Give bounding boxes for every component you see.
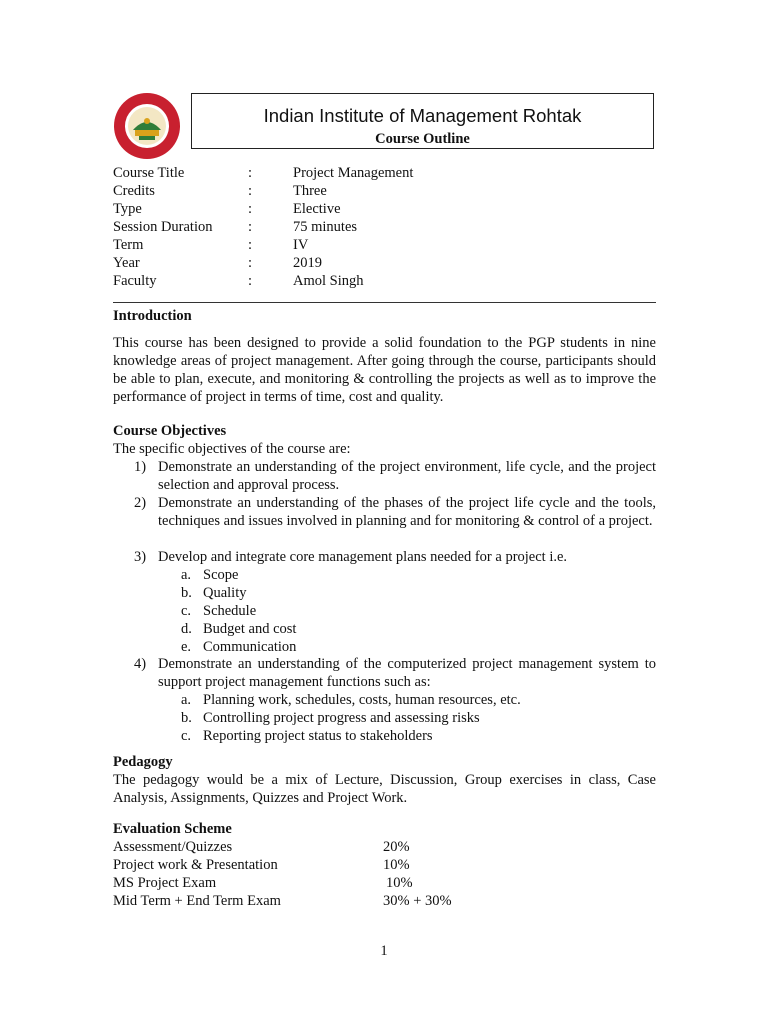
info-row — [113, 200, 653, 218]
info-separator: : — [248, 273, 253, 289]
info-label: Course Title — [113, 165, 185, 181]
institute-logo — [113, 92, 181, 160]
evaluation-row — [113, 874, 513, 892]
header-box — [191, 93, 654, 149]
sub-letter: c. — [181, 728, 192, 744]
sub-item — [181, 620, 296, 638]
objective-text: Develop and integrate core management plans needed for a project i.e. — [158, 549, 568, 565]
sub-text: Planning work, schedules, costs, human resources, etc. — [203, 692, 521, 708]
info-row — [113, 218, 653, 236]
evaluation-label: Assessment/Quizzes — [113, 839, 233, 855]
info-value: Three — [293, 183, 327, 199]
objective-text: Demonstrate an understanding of the computerized project management system to support project management functions such as: — [158, 656, 656, 690]
evaluation-label: MS Project Exam — [113, 875, 217, 891]
objective-number: 2) — [134, 495, 147, 511]
info-row — [113, 236, 653, 254]
course-info-table — [113, 164, 653, 290]
sub-text: Budget and cost — [203, 621, 297, 637]
objective-item — [134, 548, 656, 566]
info-separator: : — [248, 219, 253, 235]
introduction-body: This course has been designed to provide a solid foundation to the PGP students in nine knowledge areas of project management. After going through the course, participants should be able to plan, execute, and monitoring & controlling the projects as well as to improve the performance of project in terms of time, cost and quality. — [113, 335, 656, 405]
sub-letter: a. — [181, 567, 192, 583]
info-separator: : — [248, 201, 253, 217]
info-value: 75 minutes — [293, 219, 358, 235]
info-label: Faculty — [113, 273, 157, 289]
document-title: Course Outline — [375, 131, 470, 147]
introduction-heading: Introduction — [113, 308, 192, 324]
info-label: Type — [113, 201, 142, 217]
page-number: 1 — [380, 943, 388, 959]
sub-item — [181, 691, 521, 709]
sub-letter: c. — [181, 603, 192, 619]
info-value: 2019 — [293, 255, 322, 271]
info-value: Amol Singh — [293, 273, 364, 289]
info-value: IV — [293, 237, 309, 253]
evaluation-value: 10% — [383, 857, 410, 873]
section-divider — [113, 302, 656, 303]
info-label: Term — [113, 237, 144, 253]
info-row — [113, 164, 653, 182]
info-value: Elective — [293, 201, 341, 217]
sub-letter: d. — [181, 621, 192, 637]
objective-text: Demonstrate an understanding of the phases of the project life cycle and the tools, techniques and issues involved in planning and for monitoring & control of a project. — [158, 495, 656, 529]
sub-text: Quality — [203, 585, 247, 601]
info-separator: : — [248, 183, 253, 199]
sub-text: Reporting project status to stakeholders — [203, 728, 433, 744]
objective-number: 3) — [134, 549, 147, 565]
sub-item — [181, 638, 296, 656]
objective-number: 4) — [134, 656, 147, 672]
sub-text: Schedule — [203, 603, 257, 619]
sub-letter: b. — [181, 710, 192, 726]
info-label: Credits — [113, 183, 155, 199]
info-row — [113, 254, 653, 272]
info-row — [113, 272, 653, 290]
info-row — [113, 182, 653, 200]
sub-text: Communication — [203, 639, 297, 655]
sub-item — [181, 602, 256, 620]
info-separator: : — [248, 165, 253, 181]
sub-item — [181, 727, 433, 745]
objective-item — [134, 655, 656, 691]
evaluation-heading: Evaluation Scheme — [113, 821, 232, 837]
objectives-heading: Course Objectives — [113, 423, 227, 439]
sub-letter: b. — [181, 585, 192, 601]
info-separator: : — [248, 237, 253, 253]
info-label: Year — [113, 255, 140, 271]
sub-letter: a. — [181, 692, 192, 708]
evaluation-row — [113, 856, 513, 874]
sub-item — [181, 584, 247, 602]
evaluation-label: Mid Term + End Term Exam — [113, 893, 281, 909]
objective-text: Demonstrate an understanding of the project environment, life cycle, and the project selection and approval process. — [158, 459, 656, 493]
evaluation-row — [113, 838, 513, 856]
sub-item — [181, 566, 238, 584]
institute-name: Indian Institute of Management Rohtak — [263, 105, 582, 126]
evaluation-value: 20% — [383, 839, 410, 855]
evaluation-value: 10% — [386, 875, 413, 891]
evaluation-label: Project work & Presentation — [113, 857, 278, 873]
sub-text: Scope — [203, 567, 239, 583]
info-value: Project Management — [293, 165, 414, 181]
evaluation-value: 30% + 30% — [383, 893, 452, 909]
objective-number: 1) — [134, 459, 147, 475]
sub-letter: e. — [181, 639, 192, 655]
evaluation-row — [113, 892, 513, 910]
info-separator: : — [248, 255, 253, 271]
info-label: Session Duration — [113, 219, 213, 235]
pedagogy-heading: Pedagogy — [113, 754, 173, 770]
objective-item — [134, 494, 656, 530]
objective-item — [134, 458, 656, 494]
pedagogy-body: The pedagogy would be a mix of Lecture, Discussion, Group exercises in class, Case Analysis, Assignments, Quizzes and Project Work. — [113, 772, 656, 806]
sub-text: Controlling project progress and assessing risks — [203, 710, 480, 726]
objectives-lead: The specific objectives of the course are: — [113, 441, 351, 457]
sub-item — [181, 709, 480, 727]
